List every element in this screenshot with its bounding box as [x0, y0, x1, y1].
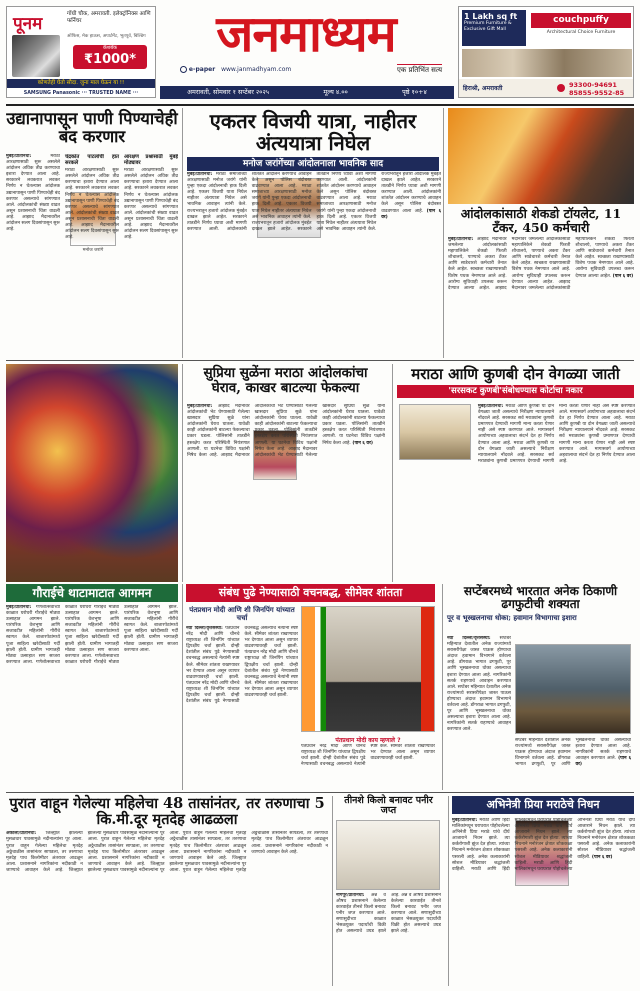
- story-supriya-continued[interactable]: (पान ६ वर): [352, 440, 373, 446]
- story-cloudburst-subline: पूर व भूस्खलनाचा धोका; हवामान विभागाचा इशारा: [447, 612, 577, 622]
- story-supriya-text-3: आझाद मैदानावर आंदोलकांची भेट घेण्यासाठी गेलेल्या खासदार सुप्रिया सुळे यांना आंदोलकांनी घेराव घातला. यावेळी काही आंदोलकांनी बाटल्या फेकल्याचा प्रकार घडला. पोलिसांनी तातडीने हस्तक्षेप करत परिस्थिती नियंत्रणात आणली. या घटनेचा विविध पक्षांनी निषेध केला आहे.: [254, 404, 385, 458]
- story-garden[interactable]: [6, 108, 178, 358]
- row-divider-2: [6, 792, 634, 793]
- story-toilets-text-2: आझाद मैदानावर जमलेल्या आंदोलकांसाठी महापालिकेने शेकडो फिरती शौचालये, पाण्याचे अकरा टँकर आणि साडेचारशे कर्मचारी तैनात केले आहेत. स्वच्छता राखण्यासाठी विशेष पथक नेमण्यात आले आहे. आरोग्य सुविधाही उपलब्ध करून देण्यात आल्या आहेत.: [494, 237, 571, 291]
- story-supriya-dateline: मुंबई/प्रतिनिधी:: [187, 404, 213, 409]
- story-toilets-continued[interactable]: (पान ६ वर): [612, 273, 634, 279]
- story-paneer-photo: [336, 820, 440, 890]
- story-garden-body: [6, 154, 178, 356]
- story-border-text: पंतप्रधान नरेंद्र मोदी आणि चीनचे राष्ट्राध्यक्ष शी जिनपिंग यांच्यात द्विपक्षीय चर्चा झाली. दोन्ही देशांतील संबंध पुढे नेण्यासाठी वचनबद्ध असल्याचे नेत्यांनी स्पष्ट केले. सीमेवर शांतता राखण्यावर भर देण्यात आला असून व्यापार वाढवण्यावरही चर्चा झाली.: [186, 626, 240, 680]
- story-kunbi-dateline: मुंबई/प्रतिनिधी:: [478, 404, 504, 409]
- story-kunbi-headline: मराठा आणि कुणबी दोन वेगळ्या जाती: [411, 365, 620, 383]
- story-gauri-text-3: गणेशोत्सवाच्या काळात घरोघरी गौराईचे मोठ्या उत्साहात आगमन झाले. पारंपरिक वेशभूषा आणि सजावटीत महिलांनी गौरींचे स्वागत केले. बाजारपेठांमध्ये पूजा साहित्य खरेदीसाठी गर्दी झाली होती. ग्रामीण भागातही मोठ्या उत्साहात सण साजरा करण्यात आला.: [65, 605, 178, 665]
- story-top-continued[interactable]: (पान ६ वर): [381, 208, 441, 220]
- story-border-photo: [301, 606, 435, 732]
- story-paneer-text: अन्न व औषध प्रशासनाने केलेल्या कारवाईत तीनशे किलो बनावट पनीर जप्त करण्यात आले. सणासुदीच्या काळात भेसळयुक्त पदार्थांची विक्री होत असल्याचे उघड झाले आहे.: [336, 892, 400, 935]
- ad-right-sofa-photo: [462, 49, 632, 77]
- story-toilets-headline: आंदोलकांसाठी शेकडो टॉयलेट, 11 टँकर, 450 कर्मचारी: [460, 206, 622, 235]
- story-top-dateline: मुंबई/प्रतिनिधी:: [187, 172, 213, 177]
- story-border-dateline: नवी दिल्ली/वृत्तसंस्था:: [186, 626, 223, 631]
- ad-left-services: ऑफिस, मेक हाऊस, अपार्टमेंट, भूतपूर्व, बिल्डिंग: [67, 34, 146, 39]
- story-priya-text: मराठी आणि हिंदी मालिकांमधून घराघरात पोहोचलेल्या अभिनेत्री प्रिया मराठे यांचे दीर्घ आजाराने निधन झाले. त्या कर्करोगाशी झुंज देत होत्या. त्यांच्या निधनाने मनोरंजन क्षेत्रात शोककळा पसरली आहे. अनेक कलाकारांनी सोशल मीडियावर श्रद्धांजली वाहिली.: [452, 818, 510, 872]
- story-kunbi-text-3: मराठा आणि कुणबी या दोन वेगळ्या जाती असल्याचे निरीक्षण न्यायालयाने नोंदवले आहे. सरसकट सर्व मराठ्यांना कुणबी प्रमाणपत्र देण्याची मागणी मान्य करता येणार नाही असे स्पष्ट करण्यात आले. मागासवर्ग आयोगाच्या अहवालाचा संदर्भ देत हा निर्णय देण्यात आला आहे.: [559, 416, 635, 464]
- story-border-headline: संबंध पुढे नेण्यासाठी वचनबद्ध, सीमेवर शांतता: [186, 584, 435, 602]
- story-flood-dateline: अकोला/प्रतिनिधी:: [6, 831, 37, 837]
- story-toilets[interactable]: [448, 108, 634, 358]
- story-gauri-headline: गौराईचे थाटामाटात आगमन: [6, 584, 178, 602]
- story-supriya-text: आझाद मैदानावर आंदोलकांची भेट घेण्यासाठी गेलेल्या खासदार सुप्रिया सुळे यांना आंदोलकांनी घेराव घातला. यावेळी काही आंदोलकांनी बाटल्या फेकल्याचा प्रकार घडला. पोलिसांनी तातडीने हस्तक्षेप करत परिस्थिती नियंत्रणात आणली. या घटनेचा विविध पक्षांनी निषेध केला आहे.: [187, 404, 250, 458]
- story-cloudburst-text: सप्टेंबर महिन्यात देशातील अनेक राज्यांमध्ये सरासरीपेक्षा जास्त पाऊस होण्याचा अंदाज हवामान विभागाने वर्तवला आहे. डोंगराळ भागात ढगफुटी, पूर आणि भूस्खलनाचा धोका असल्याचा इशारा देण्यात आला आहे. नागरिकांनी सतर्क राहण्याचे आवाहन करण्यात आले.: [447, 636, 511, 690]
- story-gauri-photo: [6, 364, 178, 582]
- ad-left-appliance-photo: [12, 35, 60, 77]
- story-cloudburst-body: [447, 636, 511, 788]
- story-supriya-headline: सुप्रिया सुळेंना मराठा आंदोलकांचा घेराव, काखर बाटल्या फेकल्या: [203, 365, 368, 396]
- masthead-title: जनमाध्यम: [216, 4, 396, 63]
- story-kunbi-spacer: [397, 404, 469, 462]
- story-border-text-2: पंतप्रधान नरेंद्र मोदी आणि चीनचे राष्ट्राध्यक्ष शी जिनपिंग यांच्यात द्विपक्षीय चर्चा झाली. दोन्ही देशांतील संबंध पुढे नेण्यासाठी वचनबद्ध असल्याचे नेत्यांनी स्पष्ट केले. सीमेवर शांतता राखण्यावर भर देण्यात आला असून व्यापार वाढवण्यावरही चर्चा झाली.: [186, 626, 298, 705]
- story-paneer-headline: तीनशे किलो बनावट पनीर जप्त: [344, 795, 433, 817]
- ad-left[interactable]: [6, 6, 156, 98]
- story-kunbi[interactable]: [392, 364, 634, 582]
- globe-icon: [180, 66, 187, 73]
- story-top-text-3: मराठा समाजाच्या आरक्षणासाठी मनोज जरांगे यांनी पुन्हा एकदा आंदोलनाची हाक दिली आहे. एकतर विजयी यात्रा निघेल नाहीतर अंत्ययात्रा निघेल असे भावनिक आवाहन त्यांनी केले. राज्यभरातून हजारो आंदोलक मुंबईत दाखल झाले आहेत. सरकारने तातडीने निर्णय घ्यावा अशी मागणी करण्यात आली. आंदोलकांनी शांततेत आंदोलन करण्याचे आवाहन केले असून पोलिस बंदोबस्त वाढवण्यात आला आहे.: [316, 172, 441, 232]
- ad-left-offer: ₹1000*: [83, 52, 137, 67]
- story-gauri-body: [6, 605, 178, 789]
- dateline-bar: [160, 86, 454, 99]
- story-kunbi-text: मराठा आणि कुणबी या दोन वेगळ्या जाती असल्याचे निरीक्षण न्यायालयाने नोंदवले आहे. सरसकट सर्व मराठ्यांना कुणबी प्रमाणपत्र देण्याची मागणी मान्य करता येणार नाही असे स्पष्ट करण्यात आले. मागासवर्ग आयोगाच्या अहवालाचा संदर्भ देत हा निर्णय देण्यात आला आहे.: [478, 404, 554, 446]
- story-cloudburst-photo: [515, 644, 631, 734]
- website-row: e-paper www.janmadhyam.com: [180, 66, 291, 73]
- ad-right[interactable]: [458, 6, 634, 98]
- story-kunbi-text-2: मराठा आणि कुणबी या दोन वेगळ्या जाती असल्याचे निरीक्षण न्यायालयाने नोंदवले आहे. सरसकट सर्व मराठ्यांना कुणबी प्रमाणपत्र देण्याची मागणी मान्य करता येणार नाही असे स्पष्ट करण्यात आले. मागासवर्ग आयोगाच्या अहवालाचा संदर्भ देत हा निर्णय देण्यात आला आहे.: [478, 404, 635, 464]
- story-gauri-dateline: मुंबई/प्रतिनिधी:: [6, 605, 32, 610]
- story-paneer-body: [336, 893, 441, 973]
- ad-left-offer-label: कॅशबॅक: [103, 45, 117, 51]
- ad-right-sqft: 1 Lakh sq ft: [464, 12, 518, 21]
- story-cloudburst-body-2: [515, 738, 631, 788]
- story-toilets-text-3: आझाद मैदानावर जमलेल्या आंदोलकांसाठी महापालिकेने शेकडो फिरती शौचालये, पाण्याचे अकरा टँकर आणि साडेचारशे कर्मचारी तैनात केले आहेत. स्वच्छता राखण्यासाठी विशेष पथक नेमण्यात आले आहे. आरोग्य सुविधाही उपलब्ध करून देण्यात आल्या आहेत.: [511, 237, 634, 291]
- ad-left-brands: SAMSUNG Panasonic ··· TRUSTED NAME ···: [23, 91, 139, 96]
- story-priya-text-2: मराठी आणि हिंदी मालिकांमधून घराघरात पोहोचलेल्या अभिनेत्री प्रिया मराठे यांचे दीर्घ आजाराने निधन झाले. त्या कर्करोगाशी झुंज देत होत्या. त्यांच्या निधनाने मनोरंजन क्षेत्रात शोककळा पसरली आहे. अनेक कलाकारांनी सोशल मीडियावर श्रद्धांजली वाहिली.: [471, 818, 573, 872]
- story-cloudburst-headline: सप्टेंबरमध्ये भारतात अनेक ठिकाणी ढगफुटीची शक्यता: [463, 584, 618, 611]
- story-toilets-body: [448, 237, 634, 355]
- story-gauri-text: गणेशोत्सवाच्या काळात घरोघरी गौराईचे मोठ्या उत्साहात आगमन झाले. पारंपरिक वेशभूषा आणि सजावटीत महिलांनी गौरींचे स्वागत केले. बाजारपेठांमध्ये पूजा साहित्य खरेदीसाठी गर्दी झाली होती. ग्रामीण भागातही मोठ्या उत्साहात सण साजरा करण्यात आला.: [6, 605, 60, 665]
- ad-left-tagline: गोंधी चौक, अमरावती. इलेक्ट्रॉनिक्स आणि फर्निचर: [67, 11, 151, 24]
- story-top-text: मराठा समाजाच्या आरक्षणासाठी मनोज जरांगे यांनी पुन्हा एकदा आंदोलनाची हाक दिली आहे. एकतर विजयी यात्रा निघेल नाहीतर अंत्ययात्रा निघेल असे भावनिक आवाहन त्यांनी केले. राज्यभरातून हजारो आंदोलक मुंबईत दाखल झाले आहेत. सरकारने तातडीने निर्णय घ्यावा अशी मागणी करण्यात आली. आंदोलकांनी शांततेत आंदोलन करण्याचे आवाहन केले असून पोलिस बंदोबस्त वाढवण्यात आला आहे.: [187, 172, 312, 232]
- story-border-subline: पंतप्रधान मोदी आणि शी जिनपिंग यांच्यात चर्चा: [189, 605, 295, 622]
- story-priya-headline: अभिनेत्री प्रिया मराठेचे निधन: [452, 796, 634, 814]
- ad-right-footer: [459, 79, 633, 98]
- story-priya-text-3: मराठी आणि हिंदी मालिकांमधून घराघरात पोहोचलेल्या अभिनेत्री प्रिया मराठे यांचे दीर्घ आजाराने निधन झाले. त्या कर्करोगाशी झुंज देत होत्या. त्यांच्या निधनाने मनोरंजन क्षेत्रात शोककळा पसरली आहे. अनेक कलाकारांनी सोशल मीडियावर श्रद्धांजली वाहिली.: [514, 818, 635, 872]
- story-gauri[interactable]: [6, 584, 178, 790]
- masthead-tagline: एक प्रतिभिंत सत्य: [396, 66, 442, 74]
- story-supriya-body: [187, 404, 385, 580]
- story-garden-text-2: मराठा आरक्षणासाठी सुरू असलेले आंदोलन अधिक तीव्र करण्याचा इशारा देण्यात आला आहे. सरकारने लवकरात लवकर निर्णय न घेतल्यास आंदोलक उद्यानापासून पाणी पिण्याचेही बंद करणार असल्याचे सांगण्यात आले. आंदोलकांची संख्या वाढत असून प्रशासनाची चिंता वाढली आहे. आझाद मैदानावरील आंदोलन सलग दिवसांपासून सुरू आहे.: [65, 168, 119, 241]
- row-divider-1: [6, 360, 634, 361]
- ad-right-phone2: 85855-9552-85: [569, 89, 625, 97]
- story-border-text-3: पंतप्रधान नरेंद्र मोदी आणि चीनचे राष्ट्राध्यक्ष शी जिनपिंग यांच्यात द्विपक्षीय चर्चा झाली. दोन्ही देशांतील संबंध पुढे नेण्यासाठी वचनबद्ध असल्याचे नेत्यांनी स्पष्ट केले. सीमेवर शांतता राखण्यावर भर देण्यात आला असून व्यापार वाढवण्यावरही चर्चा झाली.: [244, 650, 298, 699]
- story-garden-text-3: मराठा आरक्षणासाठी सुरू असलेले आंदोलन अधिक तीव्र करण्याचा इशारा देण्यात आला आहे. सरकारने लवकरात लवकर निर्णय न घेतल्यास आंदोलक उद्यानापासून पाणी पिण्याचेही बंद करणार असल्याचे सांगण्यात आले. आंदोलकांची संख्या वाढत असून प्रशासनाची चिंता वाढली आहे. आझाद मैदानावरील आंदोलन सलग दिवसांपासून सुरू आहे.: [124, 168, 178, 241]
- ad-right-brand: couchpuffy: [531, 13, 631, 28]
- story-garden-text: मराठा आरक्षणासाठी सुरू असलेले आंदोलन अधिक तीव्र करण्याचा इशारा देण्यात आला आहे. सरकारने लवकरात लवकर निर्णय न घेतल्यास आंदोलक उद्यानापासून पाणी पिण्याचेही बंद करणार असल्याचे सांगण्यात आले. आंदोलकांची संख्या वाढत असून प्रशासनाची चिंता वाढली आहे. आझाद मैदानावरील आंदोलन सलग दिवसांपासून सुरू आहे.: [6, 154, 60, 233]
- story-garden-dateline: मुंबई/प्रतिनिधी:: [6, 154, 32, 159]
- story-priya-dateline: मुंबई/प्रतिनिधी:: [452, 818, 478, 823]
- story-flood[interactable]: [6, 796, 328, 986]
- ad-left-offer-box: [73, 45, 147, 69]
- ad-right-phone1: 93300-94691: [569, 81, 617, 89]
- edition-pages: पृष्ठे १०+४: [402, 88, 427, 96]
- story-kunbi-body: [397, 404, 635, 580]
- story-garden-subhead: चंद्रकांत पाटलांची हात सरकले: [65, 154, 119, 167]
- story-cloudburst-text-3: सप्टेंबर महिन्यात देशातील अनेक राज्यांमध्ये सरासरीपेक्षा जास्त पाऊस होण्याचा अंदाज हवामान विभागाने वर्तवला आहे. डोंगराळ भागात ढगफुटी, पूर आणि भूस्खलनाचा धोका असल्याचा इशारा देण्यात आला आहे. नागरिकांनी सतर्क राहण्याचे आवाहन करण्यात आले.: [515, 738, 631, 768]
- story-supriya-text-2: आझाद मैदानावर आंदोलकांची भेट घेण्यासाठी गेलेल्या खासदार सुप्रिया सुळे यांना आंदोलकांनी घेराव घातला. यावेळी काही आंदोलकांनी बाटल्या फेकल्याचा प्रकार घडला. पोलिसांनी तातडीने हस्तक्षेप करत परिस्थिती नियंत्रणात आणली. या घटनेचा विविध पक्षांनी निषेध केला आहे.: [220, 404, 318, 458]
- story-toilets-text: आझाद मैदानावर जमलेल्या आंदोलकांसाठी महापालिकेने शेकडो फिरती शौचालये, पाण्याचे अकरा टँकर आणि साडेचारशे कर्मचारी तैनात केले आहेत. स्वच्छता राखण्यासाठी विशेष पथक नेमण्यात आले आहे. आरोग्य सुविधाही उपलब्ध करून देण्यात आल्या आहेत.: [448, 237, 507, 291]
- story-cloudburst-dateline: नवी दिल्ली/वृत्तसंस्था:: [447, 636, 491, 641]
- story-priya-body: [452, 818, 635, 984]
- phone-icon: [557, 84, 565, 92]
- story-toilets-photo: [448, 108, 634, 204]
- ad-right-sqft-sub: Premium Furniture & Exclusive Gift Mall: [464, 21, 512, 32]
- story-garden-caption: मनोज जरांगे: [82, 248, 104, 253]
- story-priya[interactable]: [448, 796, 634, 986]
- story-border-box: [301, 736, 435, 788]
- ad-right-city: हिराश्री, अमरावती: [463, 85, 503, 92]
- story-cloudburst[interactable]: [442, 584, 634, 790]
- story-garden-headline: उद्यानापासून पाणी पिण्याचेही बंद करणार: [6, 109, 178, 146]
- story-top-text-2: मराठा समाजाच्या आरक्षणासाठी मनोज जरांगे यांनी पुन्हा एकदा आंदोलनाची हाक दिली आहे. एकतर विजयी यात्रा निघेल नाहीतर अंत्ययात्रा निघेल असे भावनिक आवाहन त्यांनी केले. राज्यभरातून हजारो आंदोलक मुंबईत दाखल झाले आहेत. सरकारने तातडीने निर्णय घ्यावा अशी मागणी करण्यात आली. आंदोलकांनी शांततेत आंदोलन करण्याचे आवाहन केले असून पोलिस बंदोबस्त वाढवण्यात आला आहे.: [251, 172, 377, 232]
- masthead-website[interactable]: www.janmadhyam.com: [221, 66, 292, 73]
- ad-left-brand: पूनम: [13, 14, 43, 34]
- story-gauri-text-2: गणेशोत्सवाच्या काळात घरोघरी गौराईचे मोठ्या उत्साहात आगमन झाले. पारंपरिक वेशभूषा आणि सजावटीत महिलांनी गौरींचे स्वागत केले. बाजारपेठांमध्ये पूजा साहित्य खरेदीसाठी गर्दी झाली होती. ग्रामीण भागातही मोठ्या उत्साहात सण साजरा करण्यात आला.: [35, 605, 119, 665]
- story-flood-text-3: जिल्ह्यात झालेल्या मुसळधार पावसामुळे नदीनाल्यांना पूर आला. पुरात वाहून गेलेल्या महिलेचा मृतदेह अठ्ठेचाळीस तासांनंतर सापडला, तर तरुणाचा मृतदेह पाच किलोमीटर अंतरावर आढळून आला. प्रशासनाने नागरिकांना नदीकाठी न जाण्याचे आवाहन केले आहे.: [87, 831, 247, 873]
- ad-right-sqft-box: [462, 10, 526, 46]
- story-garden-subhead-2: आरक्षण प्रश्नासाठी मुंबई मोठ्यावर: [124, 154, 178, 167]
- story-border-box-body: पंतप्रधान नरेंद्र मोदी आणि चीनचे राष्ट्राध्यक्ष शी जिनपिंग यांच्यात द्विपक्षीय चर्चा झाली. दोन्ही देशांतील संबंध पुढे नेण्यासाठी वचनबद्ध असल्याचे नेत्यांनी स्पष्ट केले. सीमेवर शांतता राखण्यावर भर देण्यात आला असून व्यापार वाढवण्यावरही चर्चा झाली.: [301, 744, 435, 768]
- story-paneer[interactable]: [332, 796, 444, 986]
- edition-price: मूल्य ४.००: [323, 88, 348, 96]
- story-border[interactable]: [182, 584, 438, 790]
- story-cloudburst-continued[interactable]: (पान ६ वर): [575, 756, 631, 768]
- story-toilets-dateline: मुंबई/प्रतिनिधी:: [448, 237, 474, 242]
- story-cloudburst-text-2: सप्टेंबर महिन्यात देशातील अनेक राज्यांमध्ये सरासरीपेक्षा जास्त पाऊस होण्याचा अंदाज हवामान विभागाने वर्तवला आहे. डोंगराळ भागात ढगफुटी, पूर आणि भूस्खलनाचा धोका असल्याचा इशारा देण्यात आला आहे. नागरिकांनी सतर्क राहण्याचे आवाहन करण्यात आले.: [447, 684, 511, 733]
- story-supriya[interactable]: [182, 364, 388, 582]
- masthead: [160, 4, 452, 84]
- story-kunbi-subline: 'सरसकट कुणबी'संबोधण्यास कोर्टाचा नकार: [397, 385, 634, 398]
- story-border-box-title: पंतप्रधान मोदी काय म्हणाले ?: [335, 737, 401, 744]
- story-top[interactable]: [182, 108, 444, 358]
- story-flood-text-4: जिल्ह्यात झालेल्या मुसळधार पावसामुळे नदीनाल्यांना पूर आला. पुरात वाहून गेलेल्या महिलेचा मृतदेह अठ्ठेचाळीस तासांनंतर सापडला, तर तरुणाचा मृतदेह पाच किलोमीटर अंतरावर आढळून आला. प्रशासनाने नागरिकांना नदीकाठी न जाण्याचे आवाहन केले आहे.: [169, 831, 328, 873]
- story-paneer-dateline: नागपूर/प्रतिनिधी:: [336, 892, 365, 898]
- story-paneer-text-2: अन्न व औषध प्रशासनाने केलेल्या कारवाईत तीनशे किलो बनावट पनीर जप्त करण्यात आले. सणासुदीच्या काळात भेसळयुक्त पदार्थांची विक्री होत असल्याचे उघड झाले आहे.: [391, 892, 441, 935]
- header-rule: [6, 104, 634, 106]
- ad-left-slogan: कोणतेही घेतो सौदा. जुना माल घेऊन या !!: [7, 79, 155, 88]
- story-flood-headline: पुरात वाहून गेलेल्या महिलेचा 48 तासांनंतर, तर तरुणाचा 5 कि.मी.दूर मृतदेह आढळला: [9, 795, 325, 828]
- story-flood-body: [6, 831, 328, 979]
- edition-city-date: अमरावती, सोमवार १ सप्टेंबर २०२५: [187, 88, 270, 96]
- story-priya-continued[interactable]: (पान ६ वर): [591, 854, 613, 860]
- ad-right-brand-sub: Architectural Choice Furniture: [546, 30, 616, 35]
- story-flood-text: जिल्ह्यात झालेल्या मुसळधार पावसामुळे नदीनाल्यांना पूर आला. पुरात वाहून गेलेल्या महिलेचा मृतदेह अठ्ठेचाळीस तासांनंतर सापडला, तर तरुणाचा मृतदेह पाच किलोमीटर अंतरावर आढळून आला. प्रशासनाने नागरिकांना नदीकाठी न जाण्याचे आवाहन केले आहे.: [6, 831, 83, 873]
- story-flood-text-2: जिल्ह्यात झालेल्या मुसळधार पावसामुळे नदीनाल्यांना पूर आला. पुरात वाहून गेलेल्या महिलेचा मृतदेह अठ्ठेचाळीस तासांनंतर सापडला, तर तरुणाचा मृतदेह पाच किलोमीटर अंतरावर आढळून आला. प्रशासनाने नागरिकांना नदीकाठी न जाण्याचे आवाहन केले आहे.: [68, 831, 165, 873]
- story-top-body: [187, 172, 441, 356]
- story-top-headline: एकतर विजयी यात्रा, नाहीतर अंत्ययात्रा निघेल: [209, 109, 417, 155]
- story-border-body: [186, 626, 298, 788]
- story-top-subline: मनोज जरांगेंच्या आंदोलनाला भावनिक साद: [187, 157, 439, 171]
